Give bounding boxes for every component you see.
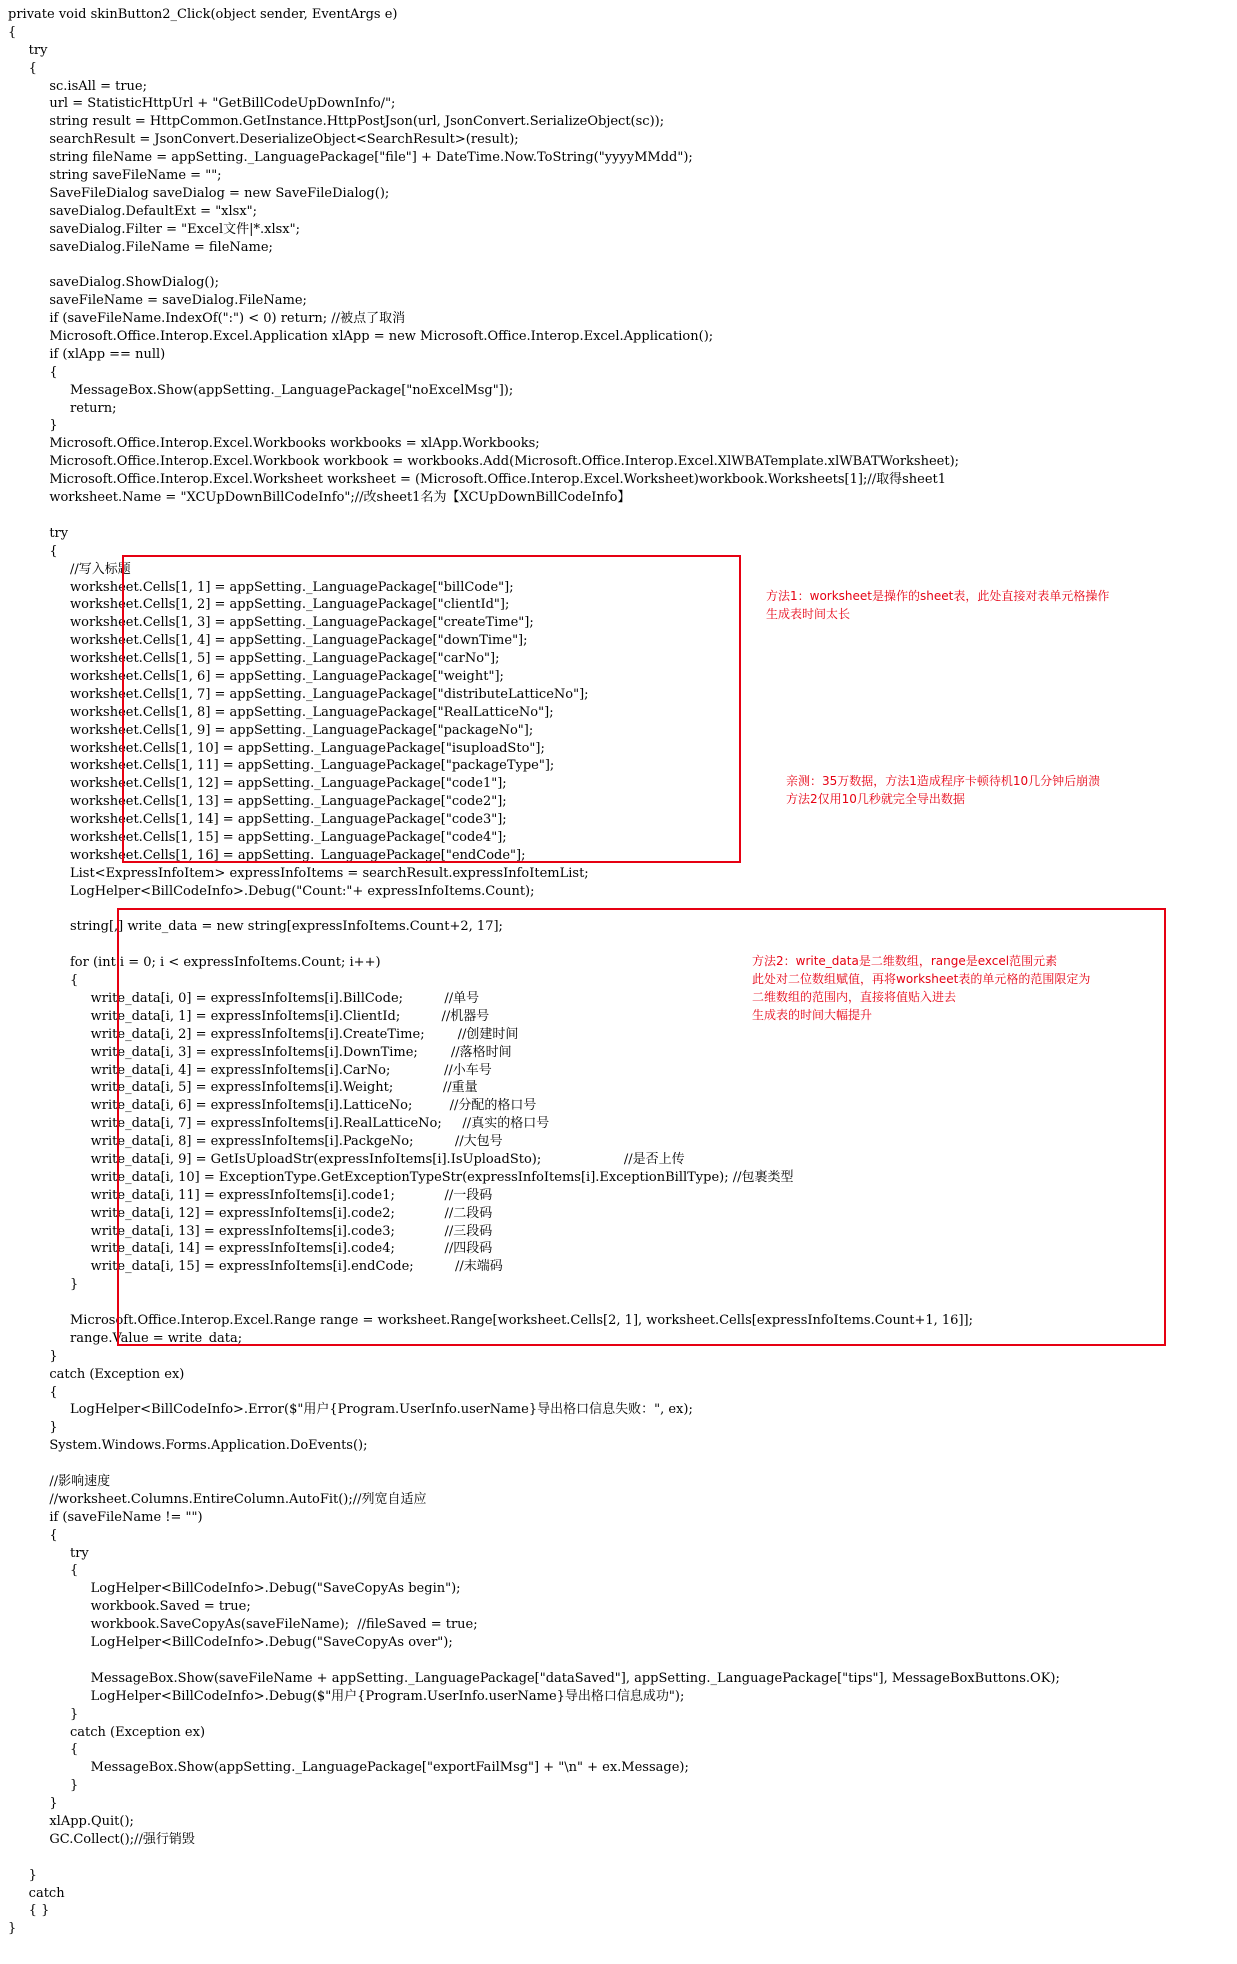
code-line: {: [8, 543, 58, 559]
code-line: [8, 507, 1233, 525]
code-line: return;: [8, 400, 117, 416]
code-line: searchResult = JsonConvert.DeserializeObject<SearchResult>(result);: [8, 132, 519, 148]
code-line: [8, 1652, 1233, 1670]
code-line: worksheet.Cells[1, 12] = appSetting._LanguagePackage["code1"];: [8, 776, 507, 792]
code-line: Microsoft.Office.Interop.Excel.Range range = worksheet.Range[worksheet.Cells[2, 1], worksheet.Cells[expressInfoItems.Count+1, 16]];: [8, 1313, 973, 1329]
code-line: {: [8, 973, 79, 989]
code-line: if (xlApp == null): [8, 346, 166, 362]
code-line: }: [8, 1706, 79, 1722]
method2-annotation: 方法2：write_data是二维数组，range是excel范围元素 此处对二位数组赋值，再将worksheet表的单元格的范围限定为 二维数组的范围内，直接将值贴入进去 生成表的时间大幅提升: [752, 954, 1091, 1022]
code-line: worksheet.Cells[1, 3] = appSetting._LanguagePackage["createTime"];: [8, 615, 534, 631]
code-line: LogHelper<BillCodeInfo>.Debug("SaveCopyAs begin");: [8, 1581, 461, 1597]
code-line: //影响速度: [8, 1474, 111, 1490]
code-line: Microsoft.Office.Interop.Excel.Workbooks workbooks = xlApp.Workbooks;: [8, 436, 540, 452]
code-line: try: [8, 1545, 89, 1561]
code-line: string fileName = appSetting._LanguagePackage["file"] + DateTime.Now.ToString("yyyyMMdd");: [8, 150, 693, 166]
code-line: range.Value = write_data;: [8, 1330, 243, 1346]
code-line: }: [8, 1348, 58, 1364]
code-line: {: [8, 1563, 79, 1579]
code-line: catch: [8, 1885, 65, 1901]
code-line: }: [8, 1867, 37, 1883]
code-line: try: [8, 42, 48, 58]
code-line: MessageBox.Show(saveFileName + appSetting._LanguagePackage["dataSaved"], appSetting._LanguagePackage["tips"], MessageBoxButtons.OK);: [8, 1670, 1060, 1686]
code-line: write_data[i, 3] = expressInfoItems[i].DownTime; //落格时间: [8, 1044, 512, 1060]
code-line: worksheet.Name = "XCUpDownBillCodeInfo";//改sheet1名为【XCUpDownBillCodeInfo】: [8, 490, 631, 506]
code-line: worksheet.Cells[1, 15] = appSetting._LanguagePackage["code4"];: [8, 829, 507, 845]
code-line: //worksheet.Columns.EntireColumn.AutoFit();//列宽自适应: [8, 1491, 427, 1507]
code-line: MessageBox.Show(appSetting._LanguagePackage["noExcelMsg"]);: [8, 382, 514, 398]
code-line: write_data[i, 12] = expressInfoItems[i].code2; //二段码: [8, 1205, 493, 1221]
code-line: write_data[i, 5] = expressInfoItems[i].Weight; //重量: [8, 1080, 478, 1096]
code-line: catch (Exception ex): [8, 1724, 206, 1740]
code-line: }: [8, 418, 58, 434]
code-line: saveFileName = saveDialog.FileName;: [8, 293, 307, 309]
code-line: {: [8, 1742, 79, 1758]
code-line: write_data[i, 15] = expressInfoItems[i].endCode; //末端码: [8, 1259, 503, 1275]
code-line: saveDialog.DefaultExt = "xlsx";: [8, 203, 258, 219]
code-line: for (int i = 0; i < expressInfoItems.Count; i++): [8, 955, 381, 971]
code-line: { }: [8, 1903, 50, 1919]
method1-annotation: 方法1：worksheet是操作的sheet表，此处直接对表单元格操作 生成表时间太长: [766, 589, 1110, 621]
code-line: worksheet.Cells[1, 11] = appSetting._LanguagePackage["packageType"];: [8, 758, 555, 774]
code-line: try: [8, 525, 69, 541]
code-line: {: [8, 1384, 58, 1400]
code-line: string saveFileName = "";: [8, 168, 222, 184]
code-line: write_data[i, 8] = expressInfoItems[i].PackgeNo; //大包号: [8, 1134, 503, 1150]
code-line: xlApp.Quit();: [8, 1813, 134, 1829]
code-line: write_data[i, 1] = expressInfoItems[i].ClientId; //机器号: [8, 1008, 490, 1024]
code-line: SaveFileDialog saveDialog = new SaveFileDialog();: [8, 185, 390, 201]
code-line: worksheet.Cells[1, 2] = appSetting._LanguagePackage["clientId"];: [8, 597, 510, 613]
code-line: LogHelper<BillCodeInfo>.Debug("SaveCopyAs over");: [8, 1635, 453, 1651]
code-line: worksheet.Cells[1, 6] = appSetting._LanguagePackage["weight"];: [8, 668, 504, 684]
code-line: LogHelper<BillCodeInfo>.Error($"用户{Program.UserInfo.userName}导出格口信息失败：", ex);: [8, 1402, 693, 1418]
code-line: }: [8, 1277, 79, 1293]
code-line: MessageBox.Show(appSetting._LanguagePackage["exportFailMsg"] + "\n" + ex.Message);: [8, 1760, 689, 1776]
code-line: catch (Exception ex): [8, 1366, 185, 1382]
performance-test-annotation: 亲测：35万数据，方法1造成程序卡顿待机10几分钟后崩溃 方法2仅用10几秒就完全导出数据: [786, 774, 1101, 806]
code-line: worksheet.Cells[1, 1] = appSetting._LanguagePackage["billCode"];: [8, 579, 514, 595]
code-line: write_data[i, 14] = expressInfoItems[i].code4; //四段码: [8, 1241, 493, 1257]
code-line: workbook.Saved = true;: [8, 1599, 251, 1615]
code-line: worksheet.Cells[1, 10] = appSetting._LanguagePackage["isuploadSto"];: [8, 740, 545, 756]
code-line: write_data[i, 11] = expressInfoItems[i].code1; //一段码: [8, 1187, 493, 1203]
code-line: //写入标题: [8, 561, 131, 577]
code-line: LogHelper<BillCodeInfo>.Debug("Count:"+ expressInfoItems.Count);: [8, 883, 535, 899]
code-line: if (saveFileName.IndexOf(":") < 0) return; //被点了取消: [8, 311, 406, 327]
code-line: worksheet.Cells[1, 4] = appSetting._LanguagePackage["downTime"];: [8, 633, 528, 649]
code-line: worksheet.Cells[1, 8] = appSetting._LanguagePackage["RealLatticeNo"];: [8, 704, 554, 720]
code-line: write_data[i, 10] = ExceptionType.GetExceptionTypeStr(expressInfoItems[i].ExceptionBillType); //包裹类型: [8, 1169, 794, 1185]
code-line: write_data[i, 9] = GetIsUploadStr(expressInfoItems[i].IsUploadSto); //是否上传: [8, 1152, 685, 1167]
code-line: workbook.SaveCopyAs(saveFileName); //fileSaved = true;: [8, 1617, 478, 1633]
code-line: string[,] write_data = new string[expressInfoItems.Count+2, 17];: [8, 919, 503, 935]
code-line: worksheet.Cells[1, 5] = appSetting._LanguagePackage["carNo"];: [8, 651, 500, 667]
code-line: [8, 1455, 1233, 1473]
code-line: worksheet.Cells[1, 13] = appSetting._LanguagePackage["code2"];: [8, 794, 507, 810]
method1-highlight-box: [122, 555, 741, 863]
code-line: }: [8, 1778, 79, 1794]
code-line: string result = HttpCommon.GetInstance.HttpPostJson(url, JsonConvert.SerializeObject(sc));: [8, 114, 665, 130]
code-line: private void skinButton2_Click(object sender, EventArgs e): [8, 7, 398, 22]
code-line: {: [8, 364, 58, 380]
code-line: write_data[i, 13] = expressInfoItems[i].code3; //三段码: [8, 1223, 493, 1239]
code-line: saveDialog.FileName = fileName;: [8, 239, 273, 255]
code-line: Microsoft.Office.Interop.Excel.Application xlApp = new Microsoft.Office.Interop.Excel.Application();: [8, 329, 714, 345]
code-line: {: [8, 60, 37, 76]
code-line: }: [8, 1921, 17, 1937]
code-line: }: [8, 1796, 58, 1812]
code-line: System.Windows.Forms.Application.DoEvents();: [8, 1438, 368, 1454]
code-line: {: [8, 1527, 58, 1543]
code-line: write_data[i, 4] = expressInfoItems[i].CarNo; //小车号: [8, 1062, 492, 1078]
code-line: worksheet.Cells[1, 9] = appSetting._LanguagePackage["packageNo"];: [8, 722, 534, 738]
code-line: worksheet.Cells[1, 16] = appSetting._LanguagePackage["endCode"];: [8, 847, 526, 863]
code-line: Microsoft.Office.Interop.Excel.Worksheet worksheet = (Microsoft.Office.Interop.Excel.Worksheet)workbook.Worksheets[1];//取得sheet1: [8, 472, 947, 488]
code-line: write_data[i, 2] = expressInfoItems[i].CreateTime; //创建时间: [8, 1026, 519, 1042]
code-line: Microsoft.Office.Interop.Excel.Workbook workbook = workbooks.Add(Microsoft.Office.Interop.Excel.XlWBATemplate.xlWBATWorksheet);: [8, 454, 960, 470]
code-line: sc.isAll = true;: [8, 78, 147, 94]
code-line: write_data[i, 0] = expressInfoItems[i].BillCode; //单号: [8, 990, 480, 1006]
code-line: if (saveFileName != ""): [8, 1509, 203, 1525]
code-line: worksheet.Cells[1, 7] = appSetting._LanguagePackage["distributeLatticeNo"];: [8, 686, 589, 702]
code-line: GC.Collect();//强行销毁: [8, 1831, 195, 1847]
code-line: List<ExpressInfoItem> expressInfoItems = searchResult.expressInfoItemList;: [8, 865, 589, 881]
code-line: worksheet.Cells[1, 14] = appSetting._LanguagePackage["code3"];: [8, 812, 507, 828]
code-line: LogHelper<BillCodeInfo>.Debug($"用户{Program.UserInfo.userName}导出格口信息成功");: [8, 1688, 685, 1704]
code-line: url = StatisticHttpUrl + "GetBillCodeUpDownInfo/";: [8, 96, 396, 112]
code-line: write_data[i, 7] = expressInfoItems[i].RealLatticeNo; //真实的格口号: [8, 1116, 550, 1132]
code-line: [8, 1849, 1233, 1867]
code-line: [8, 256, 1233, 274]
code-line: saveDialog.Filter = "Excel文件|*.xlsx";: [8, 221, 300, 237]
code-line: {: [8, 24, 17, 40]
code-line: write_data[i, 6] = expressInfoItems[i].LatticeNo; //分配的格口号: [8, 1098, 537, 1114]
code-line: }: [8, 1420, 58, 1436]
code-line: saveDialog.ShowDialog();: [8, 275, 219, 291]
